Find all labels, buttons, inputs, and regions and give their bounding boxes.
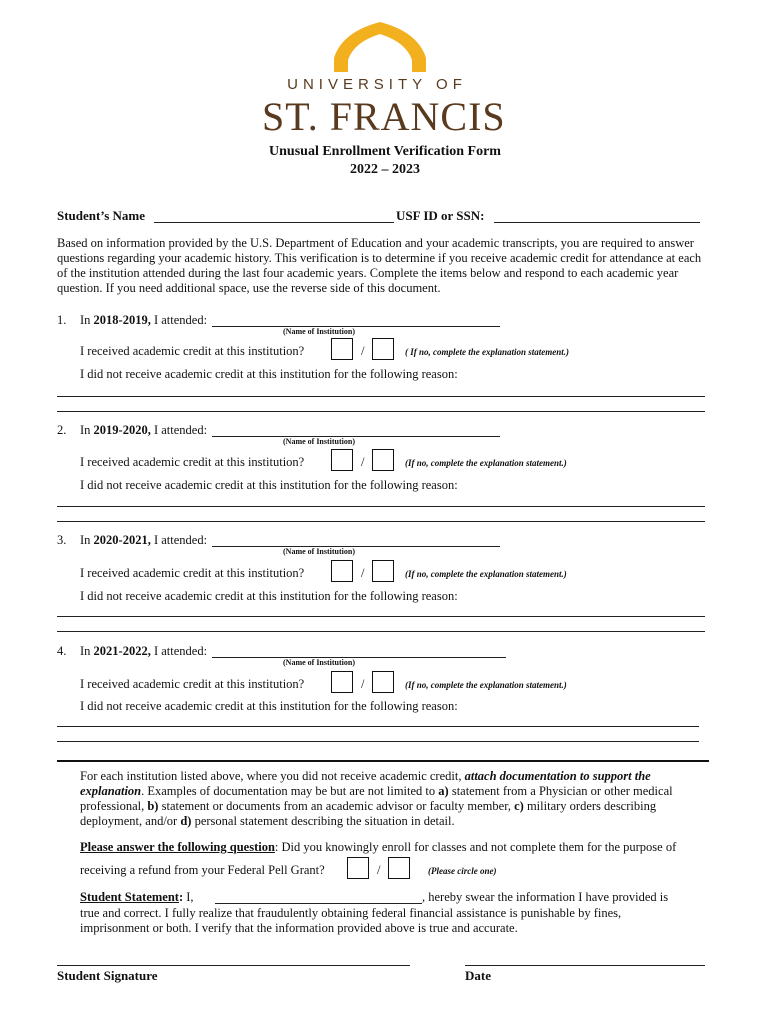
item-3-note: (If no, complete the explanation statement.): [405, 569, 567, 579]
item-4-note: (If no, complete the explanation statement.): [405, 680, 567, 690]
intro-paragraph: Based on information provided by the U.S. Department of Education and your academic transcripts, you are required to answer questions regarding your academic history. This verification is to determine if you receive academic credit for attendance at each of the institution attended during the last four academic years. Complete the items below and respond to each academic year question. If you need additional space, use the reverse side of this document.: [57, 236, 702, 295]
item-1-question: I received academic credit at this institution?: [80, 344, 305, 358]
item-3-no-checkbox[interactable]: [372, 560, 394, 582]
item-2-no-checkbox[interactable]: [372, 449, 394, 471]
item-1-note: ( If no, complete the explanation statement.): [405, 347, 569, 357]
item-2-reason: I did not receive academic credit at this institution for the following reason:: [80, 478, 458, 492]
statement-name-field[interactable]: [215, 903, 422, 904]
item-1-institution-field[interactable]: [212, 326, 500, 327]
pell-question-line-1: Please answer the following question: Did you knowingly enroll for classes and not complete them for the purpose of: [80, 840, 677, 854]
statement-line-3: imprisonment or both. I verify that the information provided above is true and accurate.: [80, 921, 518, 935]
item-3-attended: In 2020-2021, I attended:: [80, 533, 208, 547]
item-1-reason-line-1[interactable]: [57, 396, 705, 397]
item-4-question: I received academic credit at this institution?: [80, 677, 305, 691]
signature-field[interactable]: [57, 965, 410, 966]
item-3-question: I received academic credit at this institution?: [80, 566, 305, 580]
documentation-paragraph: For each institution listed above, where you did not receive academic credit, attach documentation to support the explanation. Examples of documentation may be but are not limited to a) statement from a Physician or other medical professional, b) statement or documents from an academic advisor or faculty member, c) military orders describing deployment, and/or d) personal statement describing the situation in detail.: [80, 769, 673, 828]
item-1-slash: /: [361, 344, 365, 358]
date-field[interactable]: [465, 965, 705, 966]
pell-question-line-2: receiving a refund from your Federal Pell Grant?: [80, 863, 325, 877]
logo-line-university: UNIVERSITY OF: [287, 76, 467, 93]
item-1-attended: In 2018-2019, I attended:: [80, 313, 208, 327]
item-2-institution-field[interactable]: [212, 436, 500, 437]
item-2-attended: In 2019-2020, I attended:: [80, 423, 208, 437]
item-2-institution-label: (Name of Institution): [283, 437, 355, 446]
item-3-institution-label: (Name of Institution): [283, 547, 355, 556]
form-title: Unusual Enrollment Verification Form: [269, 144, 501, 159]
item-3-reason-line-2[interactable]: [57, 631, 705, 632]
student-name-field[interactable]: [154, 222, 394, 223]
usf-id-label: USF ID or SSN:: [396, 208, 485, 223]
item-1-institution-label: (Name of Institution): [283, 327, 355, 336]
pell-yes-checkbox[interactable]: [347, 857, 369, 879]
item-2-yes-checkbox[interactable]: [331, 449, 353, 471]
pell-no-checkbox[interactable]: [388, 857, 410, 879]
item-4-number: 4.: [57, 644, 67, 658]
item-4-slash: /: [361, 677, 365, 691]
item-2-reason-line-1[interactable]: [57, 506, 705, 507]
item-3-reason-line-1[interactable]: [57, 616, 705, 617]
item-4-reason: I did not receive academic credit at this institution for the following reason:: [80, 699, 458, 713]
item-4-attended: In 2021-2022, I attended:: [80, 644, 208, 658]
item-3-yes-checkbox[interactable]: [331, 560, 353, 582]
item-3-slash: /: [361, 566, 365, 580]
item-2-slash: /: [361, 455, 365, 469]
item-1-number: 1.: [57, 313, 67, 327]
item-2-number: 2.: [57, 423, 67, 437]
item-4-reason-line-1[interactable]: [57, 726, 699, 727]
item-1-no-checkbox[interactable]: [372, 338, 394, 360]
university-logo: [262, 18, 506, 139]
item-2-note: (If no, complete the explanation statement.): [405, 458, 567, 468]
item-2-reason-line-2[interactable]: [57, 521, 705, 522]
item-1-reason-line-2[interactable]: [57, 411, 705, 412]
statement-line-2: true and correct. I fully realize that fraudulently obtaining federal financial assistance is punishable by fines,: [80, 906, 622, 920]
item-3-institution-field[interactable]: [212, 546, 500, 547]
date-label: Date: [465, 968, 491, 983]
item-2-question: I received academic credit at this institution?: [80, 455, 305, 469]
item-1-reason: I did not receive academic credit at this institution for the following reason:: [80, 367, 458, 381]
item-3-reason: I did not receive academic credit at this institution for the following reason:: [80, 589, 458, 603]
item-4-reason-line-2[interactable]: [57, 741, 699, 742]
statement-swear: , hereby swear the information I have provided is: [422, 890, 669, 904]
section-divider: [57, 760, 709, 762]
statement-label-line: Student Statement: I,: [80, 890, 194, 904]
item-3-number: 3.: [57, 533, 67, 547]
pell-slash: /: [377, 863, 381, 877]
item-4-no-checkbox[interactable]: [372, 671, 394, 693]
logo-line-st-francis: ST. FRANCIS: [262, 94, 506, 139]
item-1-yes-checkbox[interactable]: [331, 338, 353, 360]
usf-id-field[interactable]: [494, 222, 700, 223]
pell-note: (Please circle one): [428, 866, 497, 876]
arch-logo-icon: [262, 18, 492, 78]
item-4-institution-field[interactable]: [212, 657, 506, 658]
form-year: 2022 – 2023: [350, 162, 420, 177]
student-name-label: Student’s Name: [57, 208, 145, 223]
item-4-institution-label: (Name of Institution): [283, 658, 355, 667]
item-4-yes-checkbox[interactable]: [331, 671, 353, 693]
signature-label: Student Signature: [57, 968, 158, 983]
